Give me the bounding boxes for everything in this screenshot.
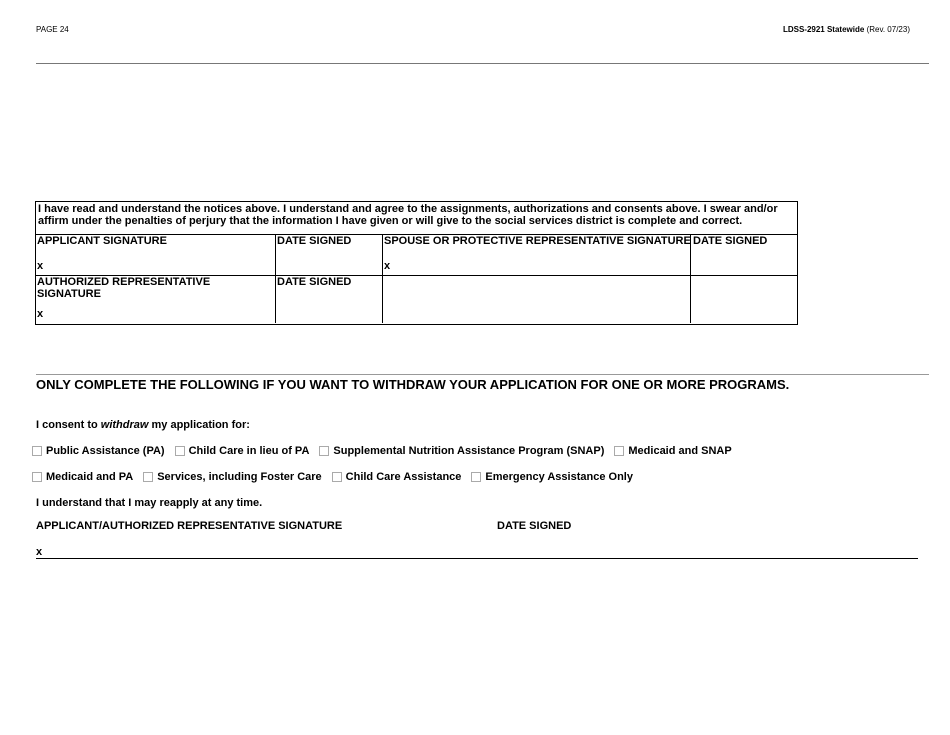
section-divider <box>36 374 929 375</box>
withdraw-signature-line[interactable] <box>36 558 918 559</box>
statement-row <box>36 202 797 235</box>
checkbox[interactable] <box>175 446 185 456</box>
program-label: Services, including Foster Care <box>157 471 322 483</box>
program-label: Medicaid and SNAP <box>628 445 732 457</box>
program-label: Supplemental Nutrition Assistance Program (SNAP) <box>333 445 605 457</box>
program-option[interactable] <box>332 471 462 483</box>
form-id-text: LDSS-2921 Statewide <box>782 25 865 34</box>
date-signed-label: DATE SIGNED <box>277 235 352 247</box>
program-option[interactable] <box>175 445 310 457</box>
spouse-signature-field[interactable] <box>383 234 691 275</box>
checkbox[interactable] <box>332 472 342 482</box>
checkbox[interactable] <box>319 446 329 456</box>
perjury-statement: I have read and understand the notices above. I understand and agree to the assignments, authorizations and consents above. I swear and/or affirm under the penalties of perjury that the information I have given or will give to the social services district is complete and correct. <box>38 203 778 227</box>
spouse-date-field[interactable] <box>691 234 799 275</box>
checkbox[interactable] <box>143 472 153 482</box>
authorized-rep-date-field[interactable] <box>276 275 383 323</box>
withdraw-consent-text <box>36 419 250 431</box>
header-divider <box>36 63 929 64</box>
signature-table <box>35 201 798 325</box>
applicant-signature-label: APPLICANT SIGNATURE <box>37 235 167 247</box>
consent-prefix: I consent to <box>36 419 101 431</box>
checkbox[interactable] <box>32 446 42 456</box>
consent-suffix: my application for: <box>148 419 250 431</box>
program-option[interactable] <box>32 471 133 483</box>
program-option[interactable] <box>471 471 633 483</box>
program-label: Public Assistance (PA) <box>46 445 165 457</box>
empty-signature-cell <box>383 275 691 323</box>
authorized-rep-signature-label: AUTHORIZED REPRESENTATIVE SIGNATURE <box>37 276 211 300</box>
signature-row-2 <box>36 275 797 323</box>
withdraw-date-label: DATE SIGNED <box>497 520 572 532</box>
program-label: Medicaid and PA <box>46 471 134 483</box>
signature-row-1 <box>36 234 797 276</box>
checkbox[interactable] <box>471 472 481 482</box>
consent-italic: withdraw <box>100 419 149 431</box>
withdraw-x-mark: x <box>36 546 43 558</box>
program-option[interactable] <box>32 445 165 457</box>
authorized-rep-x-mark: x <box>37 308 44 320</box>
spouse-x-mark: x <box>384 260 391 272</box>
checkbox[interactable] <box>614 446 624 456</box>
program-option[interactable] <box>614 445 731 457</box>
program-label: Child Care in lieu of PA <box>188 445 310 457</box>
program-option[interactable] <box>143 471 321 483</box>
page-number: PAGE 24 <box>36 25 69 34</box>
form-revision: (Rev. 07/23) <box>866 25 910 34</box>
programs-row-1 <box>32 444 742 458</box>
spouse-signature-label: SPOUSE OR PROTECTIVE REPRESENTATIVE SIGNATURE <box>384 235 691 247</box>
withdraw-section-title: ONLY COMPLETE THE FOLLOWING IF YOU WANT TO WITHDRAW YOUR APPLICATION FOR ONE OR MORE PROGRAMS. <box>36 377 790 392</box>
date-signed-label: DATE SIGNED <box>693 235 768 247</box>
reapply-notice: I understand that I may reapply at any time. <box>36 497 263 509</box>
empty-date-cell <box>691 275 799 323</box>
program-label: Child Care Assistance <box>345 471 462 483</box>
program-option[interactable] <box>319 445 604 457</box>
withdraw-signature-label: APPLICANT/AUTHORIZED REPRESENTATIVE SIGNATURE <box>36 520 343 532</box>
applicant-signature-field[interactable] <box>36 234 276 275</box>
checkbox[interactable] <box>32 472 42 482</box>
program-label: Emergency Assistance Only <box>485 471 633 483</box>
date-signed-label: DATE SIGNED <box>277 276 352 288</box>
programs-row-2 <box>32 470 643 484</box>
form-identifier <box>783 25 910 34</box>
applicant-x-mark: x <box>37 260 44 272</box>
applicant-date-field[interactable] <box>276 234 383 275</box>
authorized-rep-signature-field[interactable] <box>36 275 276 323</box>
